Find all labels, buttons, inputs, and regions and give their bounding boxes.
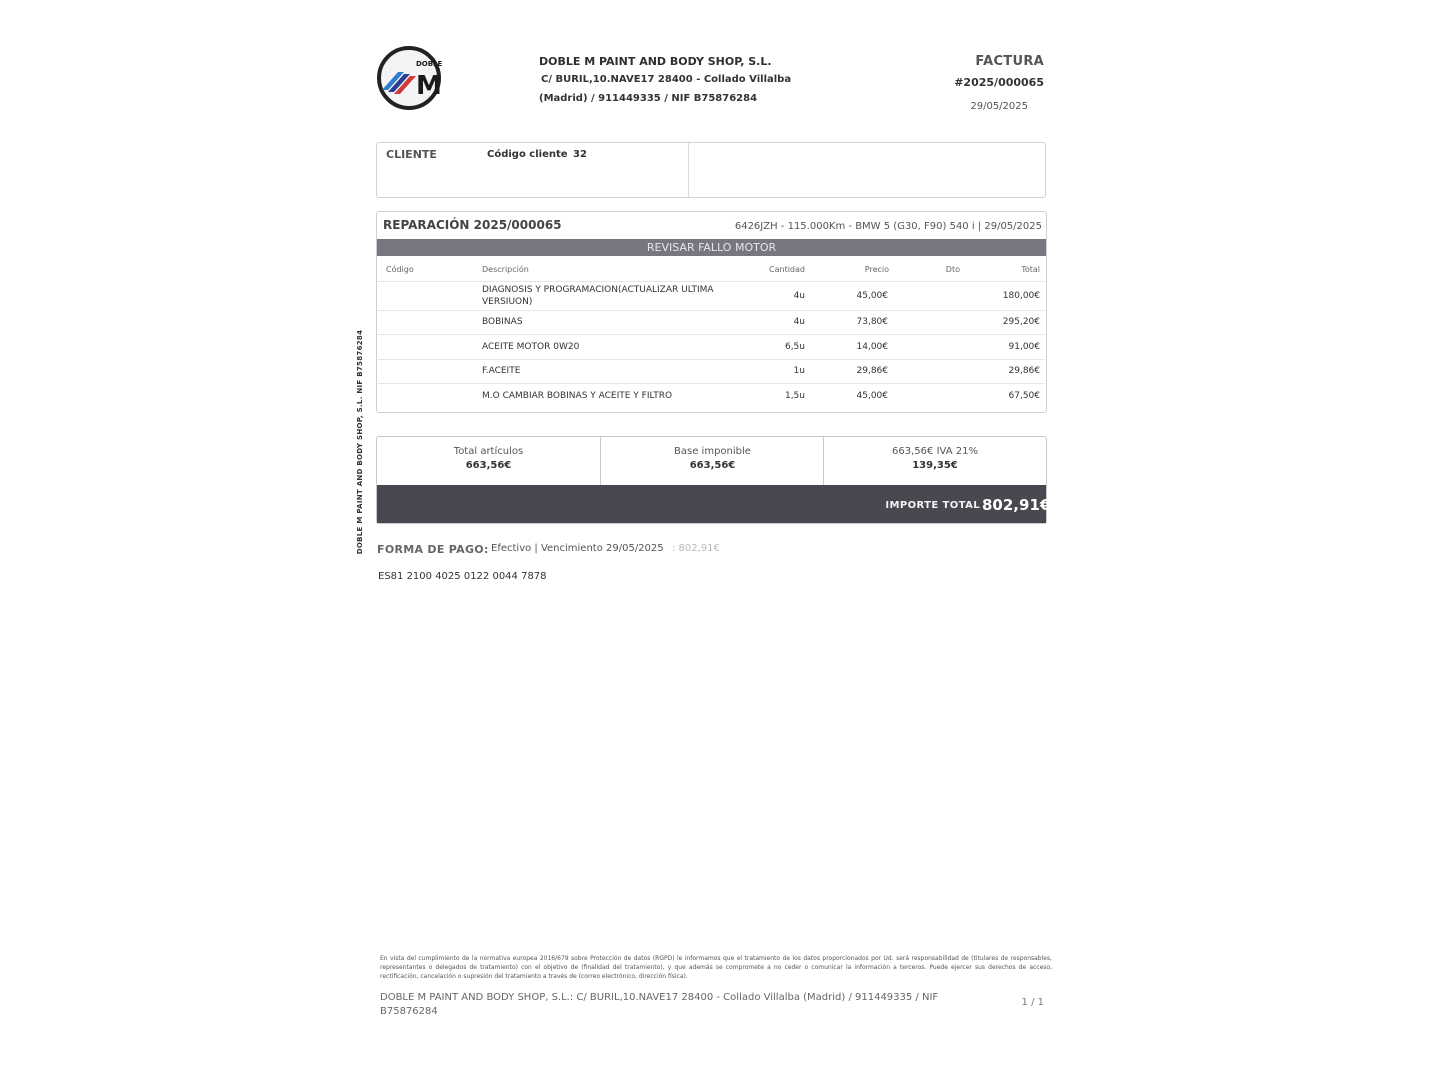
item-total: 29,86€	[1008, 366, 1040, 376]
client-divider	[688, 143, 689, 197]
table-row	[378, 359, 1045, 384]
client-label: CLIENTE	[386, 148, 437, 161]
item-quantity: 4u	[793, 291, 805, 301]
column-header-description: Descripción	[482, 265, 529, 274]
tax-base	[601, 437, 824, 485]
repair-description-band: REVISAR FALLO MOTOR	[377, 239, 1046, 256]
column-header-total: Total	[1021, 265, 1040, 274]
grand-total-label: IMPORTE TOTAL	[885, 500, 980, 511]
item-quantity: 1u	[793, 366, 805, 376]
client-box	[376, 142, 1046, 198]
invoice-date: 29/05/2025	[970, 101, 1028, 112]
item-price: 45,00€	[856, 291, 888, 301]
iban: ES81 2100 4025 0122 0044 7878	[378, 571, 547, 582]
item-quantity: 1,5u	[784, 391, 805, 401]
legal-notice: En vista del cumplimiento de la normativa europea 2016/679 sobre Protección de datos (RGPD) le informamos que el tratamiento de los datos proporcionados por Ud. será responsabilidad de (titulares de responsables, representantes o delegados de tratamiento) con el objetivo de (finalidad del tratamiento), y que además se compromete a no ceder o comunicar la información a terceros. Puede ejercer sus derechos de acceso, rectificación, cancelación o supresión del tratamiento a través de (correo electrónico, dirección física).	[380, 955, 1052, 980]
table-row	[378, 310, 1045, 335]
item-description: ACEITE MOTOR 0W20	[482, 342, 580, 352]
total-articles-value: 663,56€	[465, 460, 512, 471]
item-description: M.O CAMBIAR BOBINAS Y ACEITE Y FILTRO	[482, 391, 673, 401]
repair-vehicle-info: 6426JZH - 115.000Km - BMW 5 (G30, F90) 540 i | 29/05/2025	[734, 221, 1042, 232]
repair-title: REPARACIÓN 2025/000065	[383, 218, 562, 232]
column-header-price: Precio	[864, 265, 889, 274]
total-articles	[377, 437, 600, 485]
table-row	[378, 383, 1045, 408]
item-total: 91,00€	[1008, 342, 1040, 352]
side-company-text: DOBLE M PAINT AND BODY SHOP, S.L. NIF B75876284	[356, 329, 364, 555]
item-price: 29,86€	[856, 366, 888, 376]
logo-letters: M	[416, 71, 442, 101]
logo-text: DOBLE	[416, 60, 443, 68]
column-header-code: Código	[386, 265, 414, 274]
payment-detail: Efectivo | Vencimiento 29/05/2025	[491, 543, 664, 554]
item-description: BOBINAS	[482, 317, 523, 327]
item-description: DIAGNOSIS Y PROGRAMACION(ACTUALIZAR ULTIMA VERSIUON)	[482, 285, 714, 307]
item-quantity: 4u	[793, 317, 805, 327]
column-header-quantity: Cantidad	[769, 265, 805, 274]
company-address-line2: (Madrid) / 911449335 / NIF B75876284	[539, 93, 758, 104]
item-price: 73,80€	[856, 317, 888, 327]
client-code-label: Código cliente	[487, 149, 568, 160]
company-logo	[376, 46, 444, 110]
footer-company: DOBLE M PAINT AND BODY SHOP, S.L.: C/ BURIL,10.NAVE17 28400 - Collado Villalba (Madrid) / 911449335 / NIF B75876284	[380, 992, 939, 1017]
invoice-number: #2025/000065	[954, 76, 1044, 89]
item-total: 180,00€	[1002, 291, 1040, 301]
invoice-title: FACTURA	[975, 54, 1044, 69]
payment-label: FORMA DE PAGO:	[377, 543, 489, 556]
company-address-line1: C/ BURIL,10.NAVE17 28400 - Collado Villalba	[541, 74, 792, 85]
iva-label: 663,56€ IVA 21%	[892, 446, 978, 457]
item-total: 67,50€	[1008, 391, 1040, 401]
item-total: 295,20€	[1002, 317, 1040, 327]
total-articles-label: Total artículos	[453, 446, 524, 457]
client-code-value: 32	[573, 149, 587, 160]
tax-base-label: Base imponible	[674, 446, 751, 457]
iva-value: 139,35€	[912, 460, 958, 471]
item-description: F.ACEITE	[482, 366, 521, 376]
item-price: 14,00€	[856, 342, 888, 352]
tax-base-value: 663,56€	[689, 460, 736, 471]
company-name: DOBLE M PAINT AND BODY SHOP, S.L.	[539, 55, 772, 68]
item-quantity: 6,5u	[784, 342, 805, 352]
item-price: 45,00€	[856, 391, 888, 401]
iva	[824, 437, 1046, 485]
column-header-discount: Dto	[945, 265, 960, 274]
grand-total-value: 802,91€	[982, 496, 1051, 514]
table-row	[378, 334, 1045, 359]
page-number: 1 / 1	[1021, 997, 1044, 1008]
payment-amount: : 802,91€	[672, 543, 720, 554]
